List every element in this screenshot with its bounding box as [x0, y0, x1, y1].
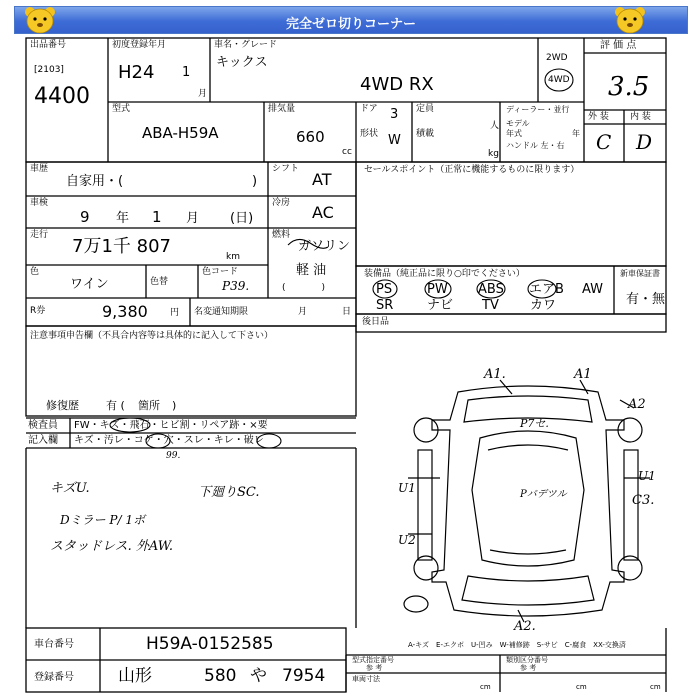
recycle-label: 新車保証書 — [620, 269, 660, 278]
notice-day: 日 — [342, 307, 352, 317]
mileage-label: 走行 — [30, 230, 49, 240]
history-label: 車歴 — [30, 164, 49, 174]
name-label: 車名・グレード — [214, 40, 278, 50]
inspection-month-unit: 月 — [186, 211, 200, 226]
sales-label: セールスポイント（正常に機能するものに限ります） — [364, 165, 580, 175]
year-unit: 年 — [572, 129, 580, 138]
chassis-value: H59A-0152585 — [146, 634, 274, 654]
plate-region: 山形 — [118, 666, 152, 686]
size-label: 車両寸法 — [352, 675, 380, 683]
category-ref: 参 考 — [520, 664, 537, 672]
equip-leather: カワ — [530, 298, 557, 313]
equip-sr: SR — [376, 298, 394, 313]
note-c: Dミラー P/ 1ボ — [60, 513, 146, 527]
equip-pw: PW — [427, 282, 448, 297]
door-value: 3 — [390, 107, 399, 122]
capacity-unit: 人 — [490, 121, 500, 131]
inspector-label: 検査員 — [28, 420, 58, 431]
ac-value: AC — [312, 203, 334, 222]
equip-airbag: エアB — [529, 282, 564, 297]
drive-label: 2WD — [546, 53, 568, 63]
diag-pbadetsuru: Pバデツル — [520, 489, 567, 500]
rear-label: 後日品 — [362, 317, 390, 327]
load-unit: kg — [488, 149, 499, 159]
size-cm-2: cm — [576, 683, 587, 691]
notice-label: 名変通知期限 — [194, 307, 249, 317]
score-label: 評 価 点 — [600, 40, 637, 51]
cc-label: 排気量 — [268, 104, 296, 114]
plate-class: 580 — [204, 666, 237, 686]
inspector-items: FW・キズ・飛石・ヒビ割・リペア跡・×要 — [74, 420, 268, 431]
model-value: ABA-H59A — [142, 124, 219, 142]
dealer-label: ディーラー・並行 — [506, 105, 570, 114]
model-label: 型式 — [112, 104, 131, 114]
diag-u2: U2 — [398, 533, 416, 547]
size-cm-3: cm — [650, 683, 661, 691]
inspector-code: 99. — [166, 451, 181, 461]
r-ticket-value: 9,380 — [102, 302, 148, 321]
car-grade: 4WD RX — [360, 74, 434, 95]
history-close: ) — [252, 174, 258, 189]
shift-value: AT — [312, 170, 332, 189]
damage-legend: A-キズ E-エクボ U-凹み W-補修跡 S-サビ C-腐食 XX-交換済 — [408, 641, 626, 649]
equip-abs: ABS — [478, 282, 504, 297]
fuel-gasoline: ガソリン — [298, 239, 351, 254]
inspection-year-unit: 年 — [116, 211, 130, 226]
color-label: 色 — [30, 267, 40, 277]
door-label: ドア — [360, 104, 378, 114]
notice-month: 月 — [298, 307, 308, 317]
color-code: P39. — [222, 279, 250, 293]
spec-label: 型式指定番号 — [352, 656, 394, 664]
repair-label: 修復歴 — [46, 399, 79, 412]
car-name: キックス — [216, 55, 268, 70]
recycle-value: 有・無 — [626, 292, 666, 307]
fuel-label: 燃料 — [272, 230, 291, 240]
handle-label: ハンドル 左・右 — [506, 141, 565, 150]
year-label: 年式 — [506, 129, 522, 138]
color-change-label: 色替 — [150, 277, 169, 287]
fuel-diesel: 軽 油 — [296, 263, 327, 278]
ext-label: 外 装 — [588, 112, 609, 122]
shape-label: 形状 — [360, 129, 379, 139]
load-label: 積載 — [416, 129, 435, 139]
lot-number: 4400 — [34, 84, 90, 109]
reg-era: H24 — [118, 62, 155, 83]
equip-navi: ナビ — [427, 298, 454, 313]
plate-number: 7954 — [282, 666, 326, 686]
repair-value: 有 ( — [106, 399, 125, 412]
note-d: スタッドレス. 外AW. — [50, 539, 173, 554]
history-value: 自家用・( — [66, 174, 124, 189]
spec-ref: 参 考 — [366, 664, 383, 672]
banner-title: 完全ゼロ切りコーナー — [285, 17, 416, 32]
diag-p7se: P7セ. — [520, 417, 549, 430]
reg-month-unit: 月 — [198, 89, 208, 99]
diag-a1-right: A1 — [574, 367, 592, 382]
mileage-value: 7万1千 807 — [72, 236, 171, 257]
shape-value: W — [388, 133, 401, 148]
inspection-label: 車検 — [30, 198, 49, 208]
inspection-day: (日) — [230, 211, 254, 226]
diag-u1-right: U1 — [638, 469, 656, 483]
drive-value: 4WD — [548, 75, 570, 85]
size-cm-1: cm — [480, 683, 491, 691]
inspection-year: 9 — [80, 208, 90, 226]
notes-label: 注意事項申告欄（不具合内容等は具体的に記入して下さい） — [30, 331, 274, 341]
int-grade: D — [636, 130, 653, 154]
mileage-unit: km — [226, 252, 240, 262]
repair-close: ) — [172, 399, 177, 412]
diag-a2-bottom: A2. — [514, 619, 536, 634]
diag-a1-left: A1. — [484, 367, 506, 382]
ext-grade: C — [596, 130, 612, 154]
capacity-label: 定員 — [416, 104, 435, 114]
model-year-label: モデル — [506, 119, 530, 128]
diag-a2-top: A2 — [628, 397, 646, 412]
diag-u1-left: U1 — [398, 481, 416, 495]
plate-kana: や — [250, 666, 267, 686]
shift-label: シフト — [272, 164, 300, 174]
note-b: 下廻りSC. — [198, 485, 260, 500]
r-ticket-unit: 円 — [170, 308, 180, 318]
cc-unit: cc — [342, 147, 352, 157]
inspector-items2: キズ・汚レ・コゲ・穴・スレ・キレ・破レ — [74, 435, 264, 446]
equip-tv: TV — [482, 298, 499, 313]
chassis-label: 車台番号 — [34, 639, 74, 650]
reg-month: 1 — [182, 65, 191, 80]
lot-sub: [2103] — [34, 65, 64, 75]
lot-label: 出品番号 — [30, 40, 67, 50]
inspector-label2: 記入欄 — [28, 435, 58, 446]
diag-c3: C3. — [632, 493, 655, 508]
inspection-month: 1 — [152, 208, 162, 226]
r-ticket-label: R券 — [30, 306, 46, 316]
int-label: 内 装 — [630, 112, 651, 122]
plate-label: 登録番号 — [34, 672, 74, 683]
equip-aw: AW — [582, 282, 604, 297]
repair-unit: 箇所 — [138, 399, 160, 412]
color-code-label: 色コード — [202, 267, 239, 277]
reg-label: 初度登録年月 — [112, 40, 167, 50]
equip-label: 装備品（純正品に限り○印でください） — [364, 269, 525, 279]
score-value: 3.5 — [608, 72, 650, 102]
ac-label: 冷房 — [272, 198, 291, 208]
category-label: 類別区分番号 — [506, 656, 548, 664]
note-a: キズU. — [50, 481, 90, 496]
color-value: ワイン — [70, 277, 109, 292]
cc-value: 660 — [296, 128, 325, 146]
fuel-paren: ( ) — [282, 283, 326, 293]
equip-ps: PS — [376, 282, 393, 297]
